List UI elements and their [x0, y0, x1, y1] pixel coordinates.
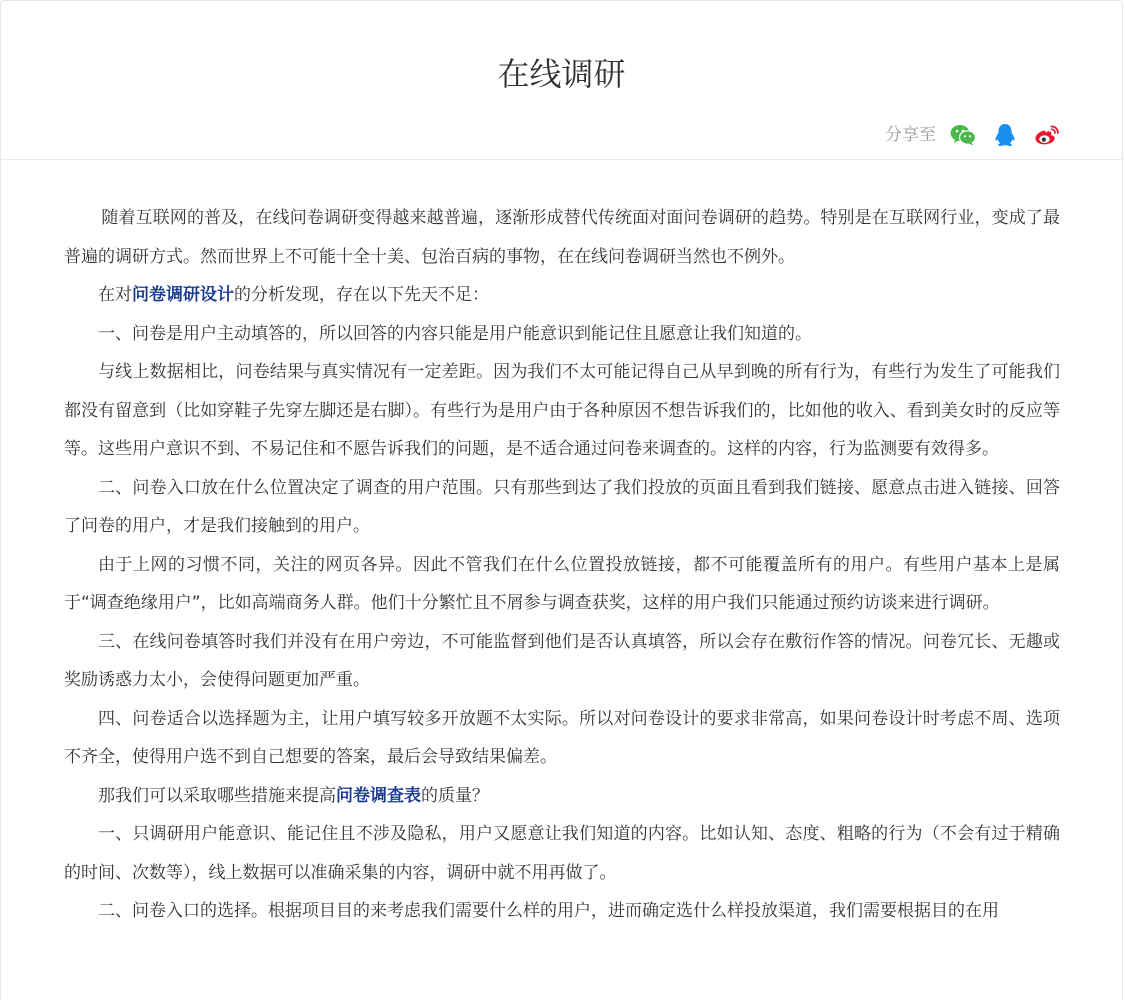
wechat-icon[interactable] [950, 122, 976, 148]
paragraph-5: 二、问卷入口放在什么位置决定了调查的用户范围。只有那些到达了我们投放的页面且看到我们链接、愿意点击进入链接、回答了问卷的用户，才是我们接触到的用户。 [64, 477, 1060, 536]
paragraph-2-text-after: 的分析发现，存在以下先天不足： [234, 285, 489, 305]
paragraph-4: 与线上数据相比，问卷结果与真实情况有一定差距。因为我们不太可能记得自己从早到晚的所有行为，有些行为发生了可能我们都没有留意到（比如穿鞋子先穿左脚还是右脚）。有些行为是用户由于各种原因不想告诉我们的，比如他的收入、看到美女时的反应等等。这些用户意识不到、不易记住和不愿告诉我们的问题，是不适合通过问卷来调查的。这样的内容，行为监测要有效得多。 [64, 362, 1060, 459]
paragraph-6: 由于上网的习惯不同，关注的网页各异。因此不管我们在什么位置投放链接，都不可能覆盖所有的用户。有些用户基本上是属于“调查绝缘用户”，比如高端商务人群。他们十分繁忙且不屑参与调查获奖，这样的用户我们只能通过预约访谈来进行调研。 [64, 554, 1060, 613]
weibo-icon[interactable] [1034, 122, 1060, 148]
article-header [1, 1, 1122, 160]
share-bar [885, 121, 1060, 149]
keyword-link-survey-design[interactable]: 问卷调研设计 [132, 285, 234, 305]
paragraph-9-text-after: 的质量？ [421, 785, 489, 806]
paragraph-3: 一、问卷是用户主动填答的，所以回答的内容只能是用户能意识到能记住且愿意让我们知道的。 [98, 323, 812, 344]
keyword-link-questionnaire[interactable]: 问卷调查表 [336, 785, 421, 806]
share-label: 分享至 [885, 125, 936, 145]
paragraph-9-text-before: 那我们可以采取哪些措施来提高 [98, 785, 336, 806]
paragraph-2 [64, 276, 1060, 315]
paragraph-2-text-before: 在对 [98, 285, 132, 305]
qq-icon[interactable] [992, 122, 1018, 148]
paragraph-1: 随着互联网的普及，在线问卷调研变得越来越普遍，逐渐形成替代传统面对面问卷调研的趋势。特别是在互联网行业，变成了最普遍的调研方式。然而世界上不可能十全十美、包治百病的事物，在在线问卷调研当然也不例外。 [64, 208, 1060, 267]
paragraph-8: 四、问卷适合以选择题为主，让用户填写较多开放题不太实际。所以对问卷设计的要求非常高，如果问卷设计时考虑不周、选项不齐全，使得用户选不到自己想要的答案，最后会导致结果偏差。 [64, 708, 1060, 767]
paragraph-11: 二、问卷入口的选择。根据项目目的来考虑我们需要什么样的用户，进而确定选什么样投放渠道，我们需要根据目的在用 [98, 901, 999, 921]
paragraph-9 [64, 777, 1060, 816]
page-title: 在线调研 [497, 55, 626, 93]
article-body [64, 199, 1060, 931]
paragraph-7: 三、在线问卷填答时我们并没有在用户旁边，不可能监督到他们是否认真填答，所以会存在敷衍作答的情况。问卷冗长、无趣或奖励诱惑力太小，会使得问题更加严重。 [64, 631, 1060, 690]
paragraph-10: 一、只调研用户能意识、能记住且不涉及隐私，用户又愿意让我们知道的内容。比如认知、态度、粗略的行为（不会有过于精确的时间、次数等），线上数据可以准确采集的内容，调研中就不用再做了。 [64, 824, 1060, 883]
